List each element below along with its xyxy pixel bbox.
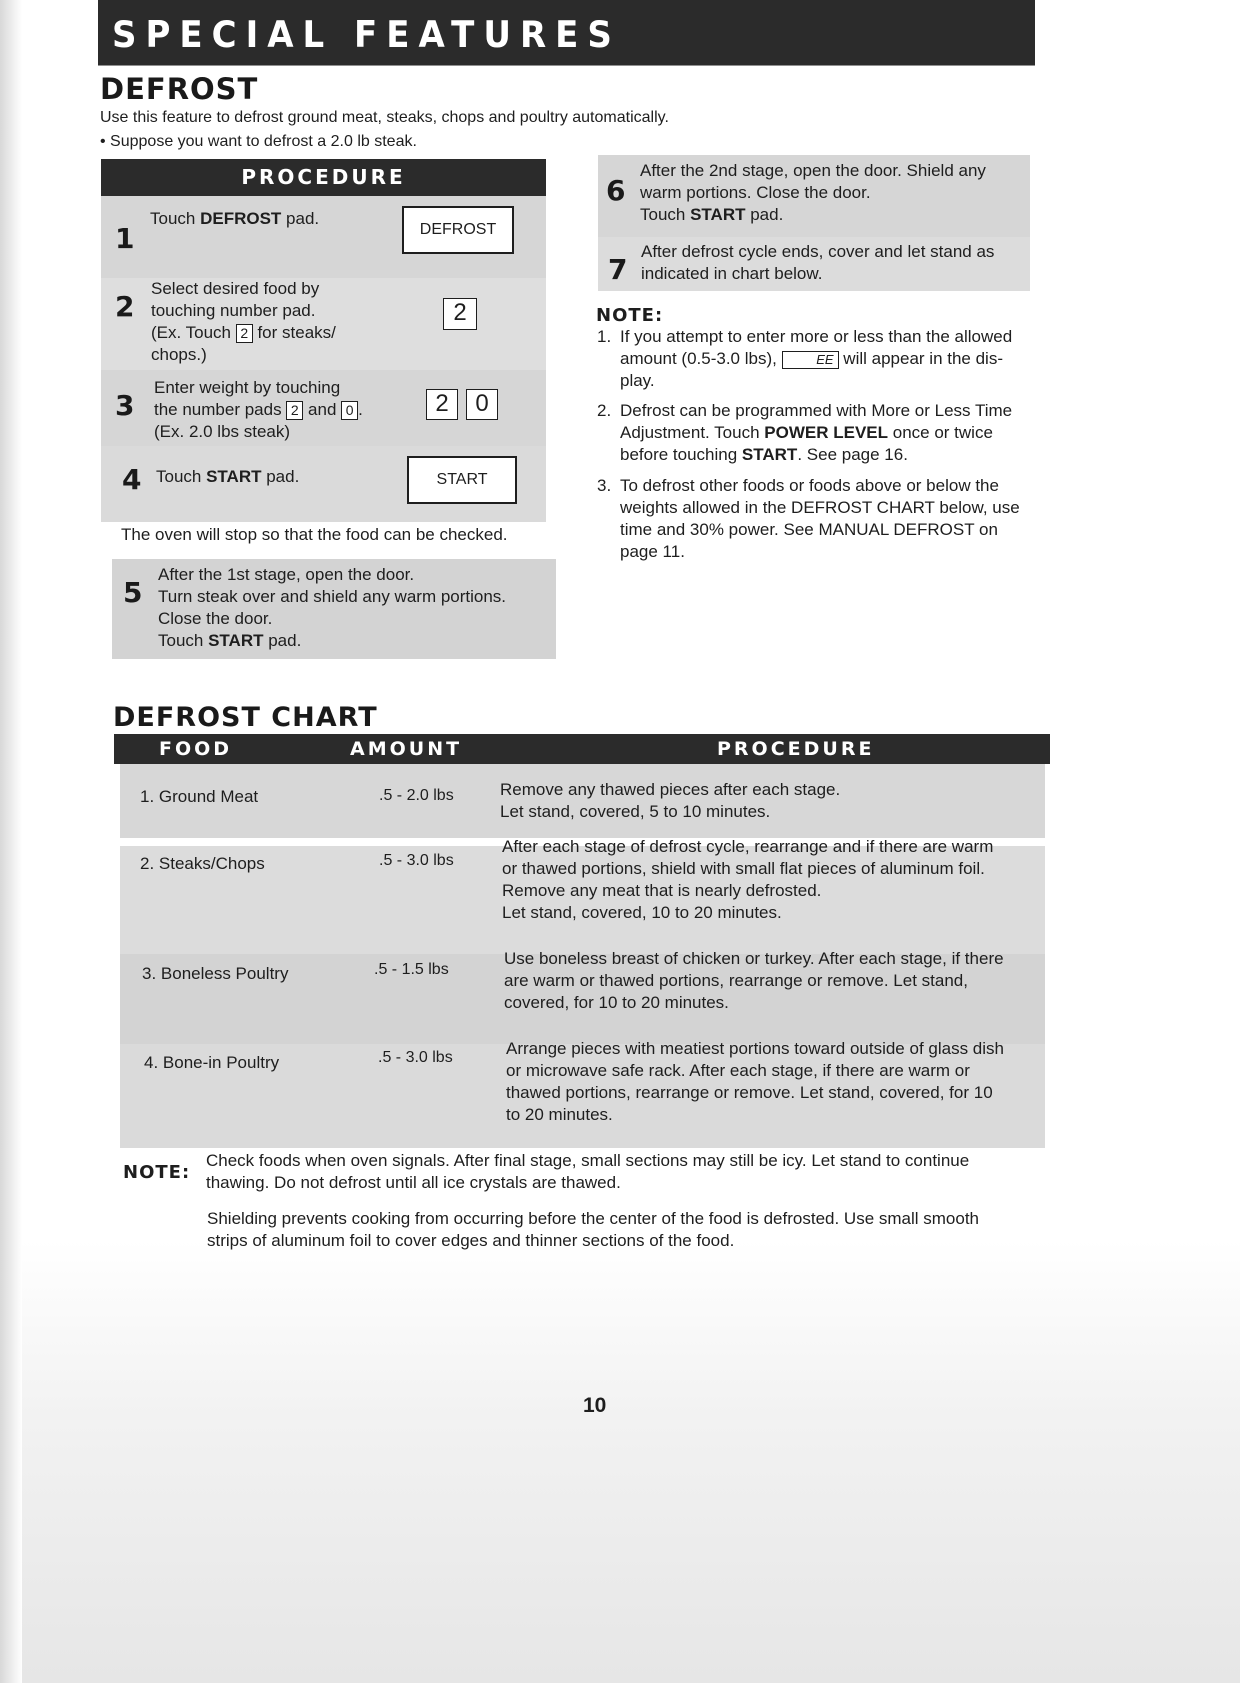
display-readout: EE (782, 351, 839, 369)
defrost-pad-button[interactable]: DEFROST (402, 206, 514, 254)
number-2-pad[interactable]: 2 (443, 298, 477, 330)
procedure-column-header: PROCEDURE (717, 738, 875, 760)
chart-header (114, 734, 1050, 764)
page-edge (0, 0, 22, 1683)
start-pad-button[interactable]: START (407, 456, 517, 504)
number-0-pad[interactable]: 0 (466, 389, 498, 420)
bottom-note-label: NOTE: (123, 1162, 191, 1183)
note-item-1: 1. If you attempt to enter more or less than the allowed amount (0.5-3.0 lbs), EE will appear in the dis- play. (597, 327, 1013, 390)
defrost-example: • Suppose you want to defrost a 2.0 lb steak. (100, 133, 417, 150)
step-4-text: Touch START pad. (156, 467, 300, 486)
number-2-key: 2 (236, 324, 253, 343)
bottom-note-paragraph-1: Check foods when oven signals. After final stage, small sections may still be icy. Let stand to continue thawing. Do not defrost until all ice crystals are thawed. (206, 1151, 970, 1192)
step-5-text: After the 1st stage, open the door. Turn steak over and shield any warm portions. Close the door. Touch START pad. (158, 565, 507, 650)
note-item-3: 3. To defrost other foods or foods above or below the weights allowed in the DEFROST CHART below, use time and 30% power. See MANUAL DEFROST on page 11. (597, 476, 1020, 561)
step-3-text: Enter weight by touching the number pads 2 and 0 . (Ex. 2.0 lbs steak) (154, 378, 363, 441)
table-row-amount: .5 - 3.0 lbs (379, 852, 454, 869)
step-number: 2 (115, 290, 135, 323)
defrost-chart-title: DEFROST CHART (113, 702, 378, 733)
step-number: 1 (115, 222, 135, 255)
note-title: NOTE: (596, 305, 664, 326)
defrost-intro: Use this feature to defrost ground meat, steaks, chops and poultry automatically. (100, 109, 669, 126)
table-row-amount: .5 - 2.0 lbs (379, 787, 454, 804)
bottom-note-paragraph-2: Shielding prevents cooking from occurring before the center of the food is defrosted. Use small smooth strips of aluminum foil to cover edges and thinner sections of the food. (207, 1209, 980, 1250)
step-number: 3 (115, 389, 135, 422)
page-number: 10 (583, 1394, 607, 1417)
step-number: 4 (122, 463, 142, 496)
step-number: 6 (606, 174, 626, 207)
step-number: 7 (608, 253, 628, 286)
step-6-text: After the 2nd stage, open the door. Shield any warm portions. Close the door. Touch START pad. (640, 161, 986, 224)
number-2-pad[interactable]: 2 (426, 389, 458, 420)
page-shadow (0, 1240, 1240, 1683)
note-item-2: 2. Defrost can be programmed with More or Less Time Adjustment. Touch POWER LEVEL once or twice before touching START. See page 16. (597, 401, 1013, 464)
food-column-header: FOOD (159, 738, 233, 760)
procedure-header: PROCEDURE (101, 159, 546, 196)
section-banner: SPECIAL FEATURES (98, 0, 1035, 66)
defrost-title: DEFROST (100, 72, 259, 106)
table-row-food: 4. Bone-in Poultry (144, 1053, 280, 1072)
table-row-food: 1. Ground Meat (140, 787, 259, 806)
number-2-key: 2 (286, 401, 303, 420)
table-row-procedure: Use boneless breast of chicken or turkey. After each stage, if there are warm or thawed portions, rearrange or remove. Let stand, covered, for 10 to 20 minutes. (504, 949, 1004, 1012)
table-row-amount: .5 - 1.5 lbs (374, 961, 449, 978)
step-7-text: After defrost cycle ends, cover and let stand as indicated in chart below. (641, 242, 995, 283)
table-row-procedure: Remove any thawed pieces after each stage. Let stand, covered, 5 to 10 minutes. (500, 780, 841, 821)
table-row-procedure: Arrange pieces with meatiest portions toward outside of glass dish or microwave safe rack. After each stage, if there are warm or thawed portions, rearrange or remove. Let stand, covered, for 10 to 20 minutes. (506, 1039, 1004, 1124)
step-1-text: Touch DEFROST pad. (150, 209, 320, 228)
step-2-text: Select desired food by touching number pad. (Ex. Touch 2 for steaks/ chops.) (151, 279, 336, 364)
table-row-amount: .5 - 3.0 lbs (378, 1049, 453, 1066)
table-row-procedure: After each stage of defrost cycle, rearrange and if there are warm or thawed portions, shield with small flat pieces of aluminum foil. Remove any meat that is nearly defrosted. Let stand, covered, 10 to 20 minutes. (502, 837, 994, 922)
number-0-key: 0 (341, 401, 358, 420)
table-row-food: 2. Steaks/Chops (140, 854, 265, 873)
amount-column-header: AMOUNT (350, 738, 463, 760)
step-number: 5 (123, 576, 143, 609)
table-row-food: 3. Boneless Poultry (142, 964, 289, 983)
oven-stop-note: The oven will stop so that the food can be checked. (121, 525, 508, 544)
